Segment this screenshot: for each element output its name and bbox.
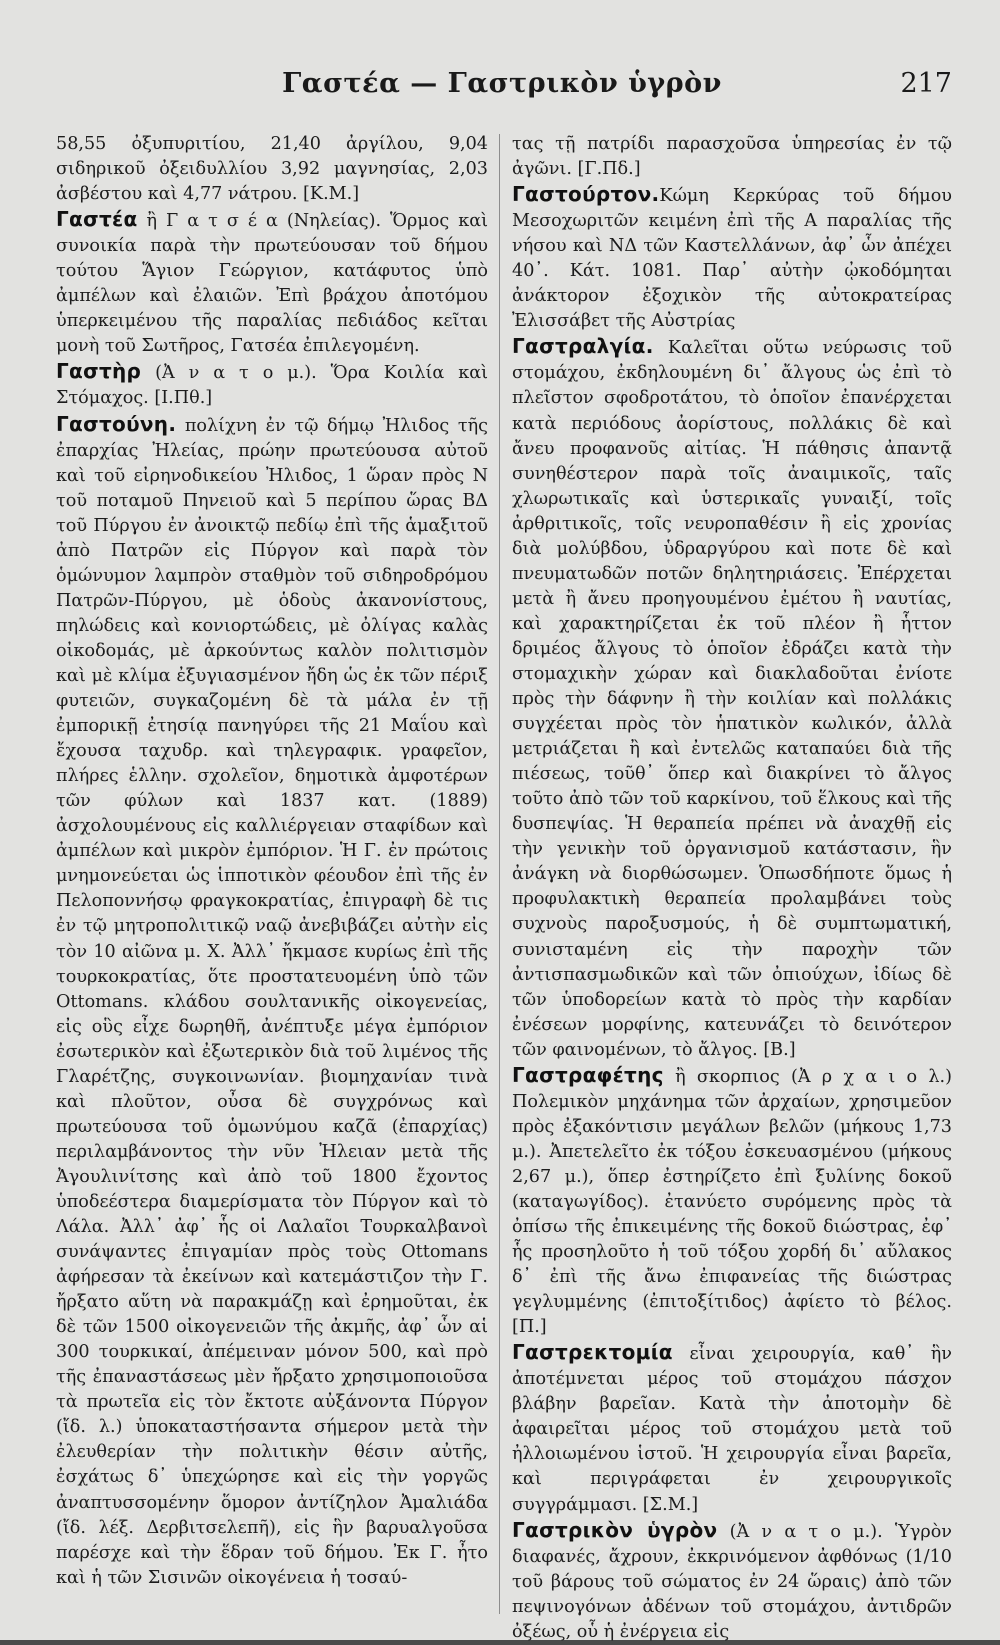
page-number: 217 — [900, 68, 952, 99]
entry-text: 58,55 ὀξυπυριτίου, 21,40 ἀργίλου, 9,04 σιδηρικοῦ ὀξειδυλλίου 3,92 μαγνησίας, 2,03 ἀσβέστου καὶ 4,77 νάτρου. [Κ.Μ.] — [56, 134, 488, 205]
entry-headword: Γαστὴρ — [56, 359, 142, 384]
entry-continuation — [56, 132, 488, 207]
entry-text: εἶναι χειρουργία, καθ᾽ ἣν ἀποτέμνεται μέρος τοῦ στομάχου πάσχον βλάβην βαρεῖαν. Κατὰ τὴν ἀποτομὴν δὲ ἀφαιρεῖται μέρος τοῦ στομάχου μετὰ τοῦ ἠλλοιωμένου ἱστοῦ. Ἡ χειρουργία εἶναι βαρεῖα, καὶ περιγράφεται ἐν χειρουργικοῖς συγγράμμασι. [Σ.Μ.] — [512, 1344, 952, 1515]
entry-text: (Ἀ ν α τ ο μ.). Ὅρα Κοιλία καὶ Στόμαχος. [Ι.Πθ.] — [56, 363, 488, 409]
entry-headword: Γαστούρτον. — [512, 182, 660, 207]
entry-gastouni — [56, 412, 488, 1591]
entry-text: ἢ σκορπιος (Ἀ ρ χ α ι ο λ.) Πολεμικὸν μηχάνημα τῶν ἀρχαίων, χρησιμεῦον πρὸς ἐξακόντισιν μεγάλων βελῶν (μήκους 1,73 μ.). Ἀπετελεῖτο ἐκ τόξου ἐσκευασμένου (μήκους 2,67 μ.), ὅπερ ἐστηρίζετο ἐπὶ ξυλίνης δοκοῦ (καταγωγίδος). ἐτανύετο συρόμενης πρὸς τὰ ὀπίσω τῆς ἐπικειμένης τῆς δοκοῦ διώστρας, ἐφ᾽ ἧς προσηλοῦτο ἡ τοῦ τόξου χορδή δι᾽ αὔλακος δ᾽ ἐπὶ τῆς ἄνω ἐπιφανείας τῆς διώστρας γεγλυμμένης (ἐπιτοξίτιδος) ἀφίετο τὸ βέλος. [Π.] — [512, 1066, 952, 1338]
running-head: Γαστέα — Γαστρικὸν ὑγρὸν — [282, 68, 722, 99]
entry-text: τας τῇ πατρίδι παρασχοῦσα ὑπηρεσίας ἐν τῷ ἀγῶνι. [Γ.Πδ.] — [512, 134, 952, 180]
entry-gastrektomia — [512, 1340, 952, 1517]
entry-text: ἢ Γ α τ σ έ α (Νηλείας). Ὅρμος καὶ συνοικία παρὰ τὴν πρωτεύουσαν τοῦ δήμου τούτου Ἅγιον Γεώργιον, κατάφυτος ὑπὸ ἀμπέλων καὶ ἐλαιῶν. Ἐπὶ βράχου ἀποτόμου ὑπερκειμένου τῆς παραλίας πεδιάδος κεῖται μονὴ τοῦ Σωτῆρος, Γατσέα ἐπιλεγομένη. — [56, 211, 488, 357]
entry-headword: Γαστρικὸν ὑγρὸν — [512, 1517, 718, 1542]
entry-gastea — [56, 207, 488, 359]
entry-gaster — [56, 359, 488, 411]
entry-headword: Γαστραλγία. — [512, 334, 654, 359]
entry-text: (Ἀ ν α τ ο μ.). Ὑγρὸν διαφανές, ἄχρουν, ἐκκρινόμενον ἀφθόνως (1/10 τοῦ βάρους τοῦ σώματος ἐν 24 ὥραις) ἀπὸ τῶν πεψινογόνων ἀδένων τοῦ στομάχου, ἀντιδρῶν ὀξέως, οὗ ἡ ἐνέργεια εἰς — [512, 1521, 952, 1642]
entry-continuation — [512, 132, 952, 182]
entry-headword: Γαστραφέτης — [512, 1062, 664, 1087]
entry-text: πολίχνη ἐν τῷ δήμῳ Ἠλιδος τῆς ἐπαρχίας Ἠλείας, πρώην πρωτεύουσα αὐτοῦ καὶ τοῦ εἰρηνοδικείου Ἠλιδος, 1 ὥραν πρὸς Ν τοῦ ποταμοῦ Πηνειοῦ καὶ 5 περίπου ὥρας ΒΔ τοῦ Πύργου ἐν ἀνοικτῷ πεδίῳ ἐπὶ τῆς ἁμαξιτοῦ ἀπὸ Πατρῶν εἰς Πύργον καὶ παρὰ τὸν ὁμώνυμον λαμπρὸν σταθμὸν τοῦ σιδηροδρόμου Πατρῶν-Πύργου, μὲ ὁδοὺς ἀκανονίστους, πηλώδεις καὶ κονιορτώδεις, μὲ ὀλίγας καλὰς οἰκοδομάς, μὲ ἀρκούντως καλὸν πολιτισμὸν καὶ μὲ κλίμα ἐξυγιασμένον ἤδη ὡς ἐκ τῶν πέριξ φυτειῶν, συγκαζομένη δὲ τὰ μάλα ἐν τῇ ἐμπορικῇ ἐτησίᾳ πανηγύρει τῆς 21 Μαΐου καὶ ἔχουσα ταχυδρ. καὶ τηλεγραφικ. γραφεῖον, πλήρες ἑλλην. σχολεῖον, δημοτικὰ ἀμφοτέρων τῶν φύλων καὶ 1837 κατ. (1889) ἀσχολουμένους εἰς καλλιέργειαν σταφίδων καὶ ἀμπέλων καὶ μικρὸν ἐμπόριον. Ἡ Γ. ἐν πρώτοις μνημονεύεται ὡς ἱπποτικὸν φέουδον ἐπὶ τῆς ἐν Πελοποννήσῳ φραγκοκρατίας, ἐπιγραφὴ δὲ τις ἐν τῷ μητροπολιτικῷ ναῷ ἀνεβιβάζει αὐτὴν εἰς τὸν 10 αἰῶνα μ. Χ. Ἀλλ᾽ ἤκμασε κυρίως ἐπὶ τῆς τουρκοκρατίας, ὅτε προστατευομένη ὑπὸ τῶν Ottomans. κλάδου σουλτανικῆς οἰκογενείας, εἰς οὓς εἶχε δωρηθῆ, ἀνέπτυξε μέγα ἐμπόριον ἐσωτερικὸν καὶ ἐξωτερικὸν διὰ τοῦ λιμένος τῆς Γλαρέτζης, συγκοινωνίαν. βιομηχανίαν τινὰ καὶ πλοῦτον, οὖσα δὲ συγχρόνως καὶ πρωτεύουσα τοῦ ὁμωνύμου καζᾶ (ἐπαρχίας) περιλαμβάνοντος τὴν νῦν Ἠλειαν μετὰ τῆς Ἀγουλινίτσης καὶ ἀπὸ τοῦ 1800 ἔχοντος ὑποδεέστερα διαμερίσματα τὸν Πύργον καὶ τὸ Λάλα. Ἀλλ᾽ ἀφ᾽ ἧς οἱ Λαλαῖοι Τουρκαλβανοὶ συνάψαντες ἐπιγαμίαν πρὸς τοὺς Ottomans ἀφήρεσαν τὰ ἐκείνων καὶ κατεμάστιζον τὴν Γ. ἤρξατο αὕτη νὰ παρακμάζῃ καὶ ἐρημοῦται, ἐκ δὲ τῶν 1500 οἰκογενειῶν τῆς ἀκμῆς, ἀφ᾽ ὧν αἱ 300 τουρκικαί, ἀπέμειναν μόνον 500, καὶ πρὸ τῆς ἐπαναστάσεως μὲν ἤρξατο χρησιμοποιοῦσα τὰ πρωτεῖα εἰς τὸν ἔκτοτε αὐξάνοντα Πύργον (ἴδ. λ.) ὑποκαταστήσαντα σήμερον μετὰ τὴν ἐλευθερίαν τὴν πολιτικὴν θέσιν αὐτῆς, ἐσχάτως δ᾽ ὑπεχώρησε καὶ εἰς τὴν γοργῶς ἀναπτυσσομένην ὅμορον ἀντίζηλον Ἀμαλιάδα (ἴδ. λέξ. Δερβιτσελεπῆ), εἰς ἣν βαρυαλγοῦσα παρέσχε καὶ τὴν ἕδραν τοῦ δήμου. Ἐκ Γ. ἦτο καὶ ἡ τῶν Σισινῶν οἰκογένεια ἡ τοσαύ- — [56, 415, 488, 1588]
left-column — [56, 132, 488, 1622]
right-column — [512, 132, 952, 1642]
entry-gastrikon-ygron — [512, 1518, 952, 1645]
entry-text: Κώμη Κερκύρας τοῦ δήμου Μεσοχωριτῶν κειμένη ἐπὶ τῆς Α παραλίας τῆς νήσου καὶ ΝΔ τῶν Καστελλάνων, ἀφ᾽ ὧν ἀπέχει 40᾽. Κάτ. 1081. Παρ᾽ αὐτὴν ᾠκοδόμηται ἀνάκτορον ἐξοχικὸν τῆς αὐτοκρατείρας Ἐλισσάβετ τῆς Αὐστρίας — [512, 186, 952, 332]
entry-headword: Γαστέα — [56, 207, 138, 232]
entry-text: Καλεῖται οὕτω νεύρωσις τοῦ στομάχου, ἐκδηλουμένη δι᾽ ἄλγους ὡς ἐπὶ τὸ πλεῖστον σφοδροτάτου, τὸ ὁποῖον ἐπανέρχεται κατὰ περιόδους ἀορίστους, πολλάκις δὲ καὶ ἄνευ προφανοῦς αἰτίας. Ἡ πάθησις ἀπαντᾷ συνηθέστερον παρὰ τοῖς ἀναιμικοῖς, ταῖς χλωρωτικαῖς καὶ ὑστερικαῖς γυναιξί, τοῖς ἀρθριτικοῖς, τοῖς νευροπαθέσιν ἢ εἰς χρονίας διὰ μολύβδου, ὑδραργύρου καὶ ποτε δὲ καὶ πνευματωδῶν ποτῶν δηλητηριάσεις. Ἐπέρχεται μετὰ ἢ ἄνευ προηγουμένου ἐμέτου ἢ ναυτίας, καὶ χαρακτηρίζεται ἐκ τοῦ πλέον ἢ ἧττον δριμέος ἄλγους τὸ ὁποῖον ἐδράζει κατὰ τὴν στομαχικὴν χώραν καὶ διακλαδοῦται ἐνίοτε πρὸς τὴν δάφνην ἢ τὴν κοιλίαν καὶ πολλάκις συγχέεται πρὸς τὸν ἡπατικὸν κωλικόν, ἀλλὰ μετριάζεται ἢ καὶ ἐντελῶς καταπαύει διὰ τῆς πιέσεως, τοῦθ᾽ ὅπερ καὶ διακρίνει τὸ ἄλγος τοῦτο ἀπὸ τῶν τοῦ καρκίνου, τοῦ ἕλκους καὶ τῆς δυσπεψίας. Ἡ θεραπεία πρέπει νὰ ἀναχθῇ εἰς τὴν γενικὴν τοῦ ὀργανισμοῦ κατάστασιν, ἣν ἀνάγκη νὰ διορθώσωμεν. Ὁπωσδήποτε ὅμως ἡ προφυλακτικὴ θεραπεία προλαμβάνει τοὺς συχνοὺς παροξυσμούς, ἡ δὲ συμπτωματική, συνισταμένη εἰς τὴν παροχὴν τῶν ἀντισπασμωδικῶν καὶ τῶν ὀπιούχων, ἰδίως δὲ τῶν ὑποδορείων κατὰ τὸ πρὸς τὴν καρδίαν ἐνέσεων μορφίνης, κατευνάζει τὸ δεινότερον τῶν φαινομένων, τὸ ἄλγος. [Β.] — [512, 338, 952, 1060]
page-header — [52, 68, 952, 108]
entry-gastourion — [512, 182, 952, 334]
entry-gastralgia — [512, 334, 952, 1062]
entry-gastrafetis — [512, 1063, 952, 1341]
entry-headword: Γαστρεκτομία — [512, 1340, 673, 1365]
column-divider — [499, 134, 500, 1614]
entry-headword: Γαστούνη. — [56, 411, 177, 436]
